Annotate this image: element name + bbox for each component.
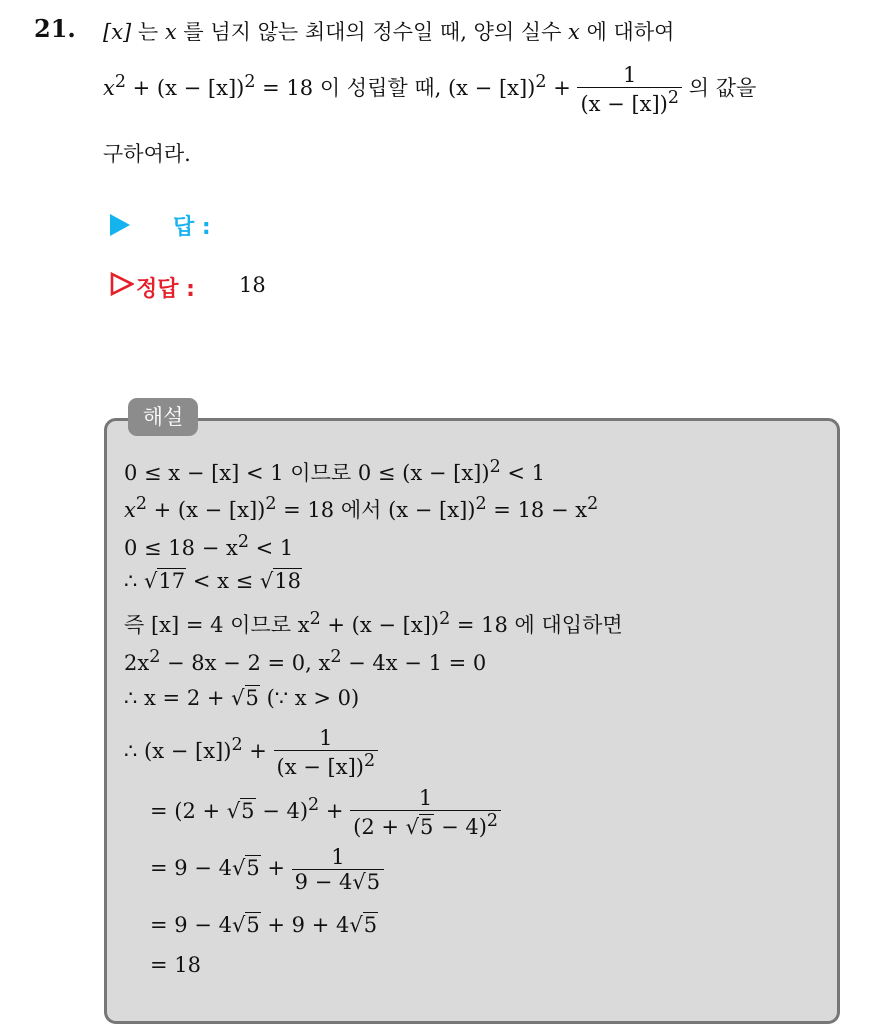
solution-line-9: = $(2 + √5 - 4)^2$ + $\frac{1}{(2 + √5 - 4)^2}$ <box>150 786 501 839</box>
correct-answer-value: 18 <box>239 273 266 297</box>
solution-line-11: = 9 − 4√5 + 9 + 4√5 <box>150 913 378 937</box>
sqrt-17: √17 <box>144 569 186 593</box>
correct-answer-label: 정답 : <box>136 277 195 302</box>
solution-fraction-2: $\frac{1}{(2 + √5 - 4)^2}$ <box>350 786 501 839</box>
solution-line-8: ∴ $(x - [x])^2$ + $\frac{1}{(x - [x])^2}$ <box>124 726 378 779</box>
solution-line-4: ∴ √17 < x ≤ √18 <box>124 569 302 593</box>
solution-line-6: $2x^2 - 8x - 2 = 0$, $x^2 - 4x - 1 = 0$ <box>124 647 487 675</box>
problem-fraction: $\frac{1}{(x - [x])^2}$ <box>577 63 682 116</box>
solution-line-10: = 9 − 4√5 + $\frac{1}{9 - 4√5}$ <box>150 845 384 894</box>
solution-line-5: 즉 [x] = 4 이므로 $x^2 + (x - [x])^2 = 18$ 에 대입하면 <box>124 609 623 637</box>
solution-line-1: 0 ≤ x − [x] < 1 이므로 $0 \le (x - [x])^2 < 1$ <box>124 457 546 485</box>
solution-line-2: $x^2 + (x - [x])^2 = 18$ 에서 $(x - [x])^2 = 18 - x^2$ <box>124 494 599 522</box>
solution-fraction-3: $\frac{1}{9 - 4√5}$ <box>292 845 384 894</box>
answer-label: 답 : <box>173 215 211 240</box>
sqrt-5: √5 <box>231 686 259 710</box>
problem-line-1: [x] 는 x 를 넘지 않는 최대의 정수일 때, 양의 실수 x 에 대하여 <box>103 20 675 44</box>
play-arrow-icon <box>110 214 130 236</box>
sqrt-18: √18 <box>259 569 302 593</box>
solution-line-3: $0 \le 18 - x^2 < 1$ <box>124 532 294 560</box>
problem-number: 21. <box>34 14 76 43</box>
outline-arrow-icon <box>110 272 134 296</box>
solution-fraction-1: $\frac{1}{(x - [x])^2}$ <box>274 726 379 779</box>
solution-line-7: ∴ x = 2 + √5 (∵ x > 0) <box>124 686 360 710</box>
solution-tag: 해설 <box>128 398 198 436</box>
solution-line-12: = 18 <box>150 953 201 977</box>
problem-line-3: 구하여라. <box>103 142 191 166</box>
problem-line-2: $x^2 + (x - [x])^2 = 18$ 이 성립할 때, $(x - [x])^2$ + $\frac{1}{(x - [x])^2}$ 의 값을 <box>103 63 757 117</box>
